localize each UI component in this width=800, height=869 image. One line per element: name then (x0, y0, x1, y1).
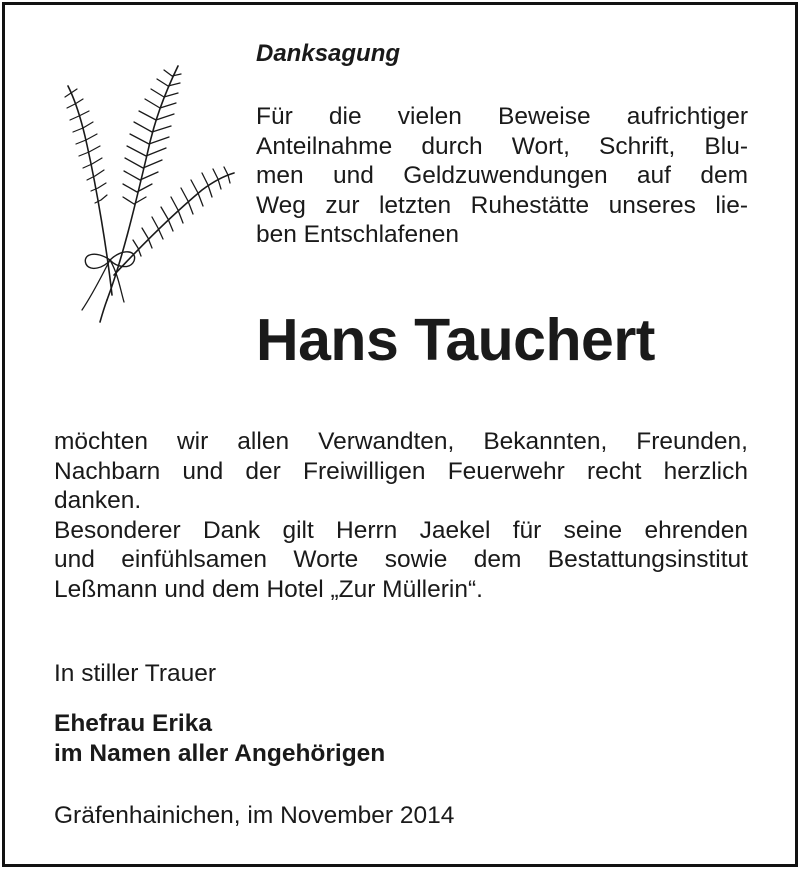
body-line: möchten wir allen Verwandten, Bekannten, Freunden, (54, 428, 748, 455)
intro-line: ben Entschlafenen (256, 221, 459, 248)
intro-line: Weg zur letzten Ruhestätte unseres lie- (256, 191, 748, 219)
intro-text (256, 102, 748, 250)
intro-line: Für die vielen Beweise aufrichtiger (256, 103, 748, 130)
body-line: Besonderer Dank gilt Herrn Jaekel für seine ehrenden (54, 516, 748, 544)
intro-line: Anteilnahme durch Wort, Schrift, Blu- (256, 132, 748, 160)
body-text (54, 427, 748, 604)
deceased-name: Hans Tauchert (256, 307, 655, 373)
fern-icon (52, 60, 242, 325)
body-line: und einfühlsamen Worte sowie dem Bestattungsinstitut (54, 546, 748, 573)
mourning-line: In stiller Trauer (54, 660, 217, 687)
signature-line: Ehefrau Erika (54, 710, 212, 737)
body-line: Leßmann und dem Hotel „Zur Müllerin“. (54, 575, 483, 603)
signature (54, 709, 385, 769)
body-line: danken. (54, 487, 142, 514)
body-line: Nachbarn und der Freiwilligen Feuerwehr recht herzlich (54, 457, 748, 485)
place-date: Gräfenhainichen, im November 2014 (54, 802, 455, 829)
notice-heading: Danksagung (256, 40, 401, 67)
intro-line: men und Geldzuwendungen auf dem (256, 162, 748, 189)
signature-line: im Namen aller Angehörigen (54, 740, 386, 767)
